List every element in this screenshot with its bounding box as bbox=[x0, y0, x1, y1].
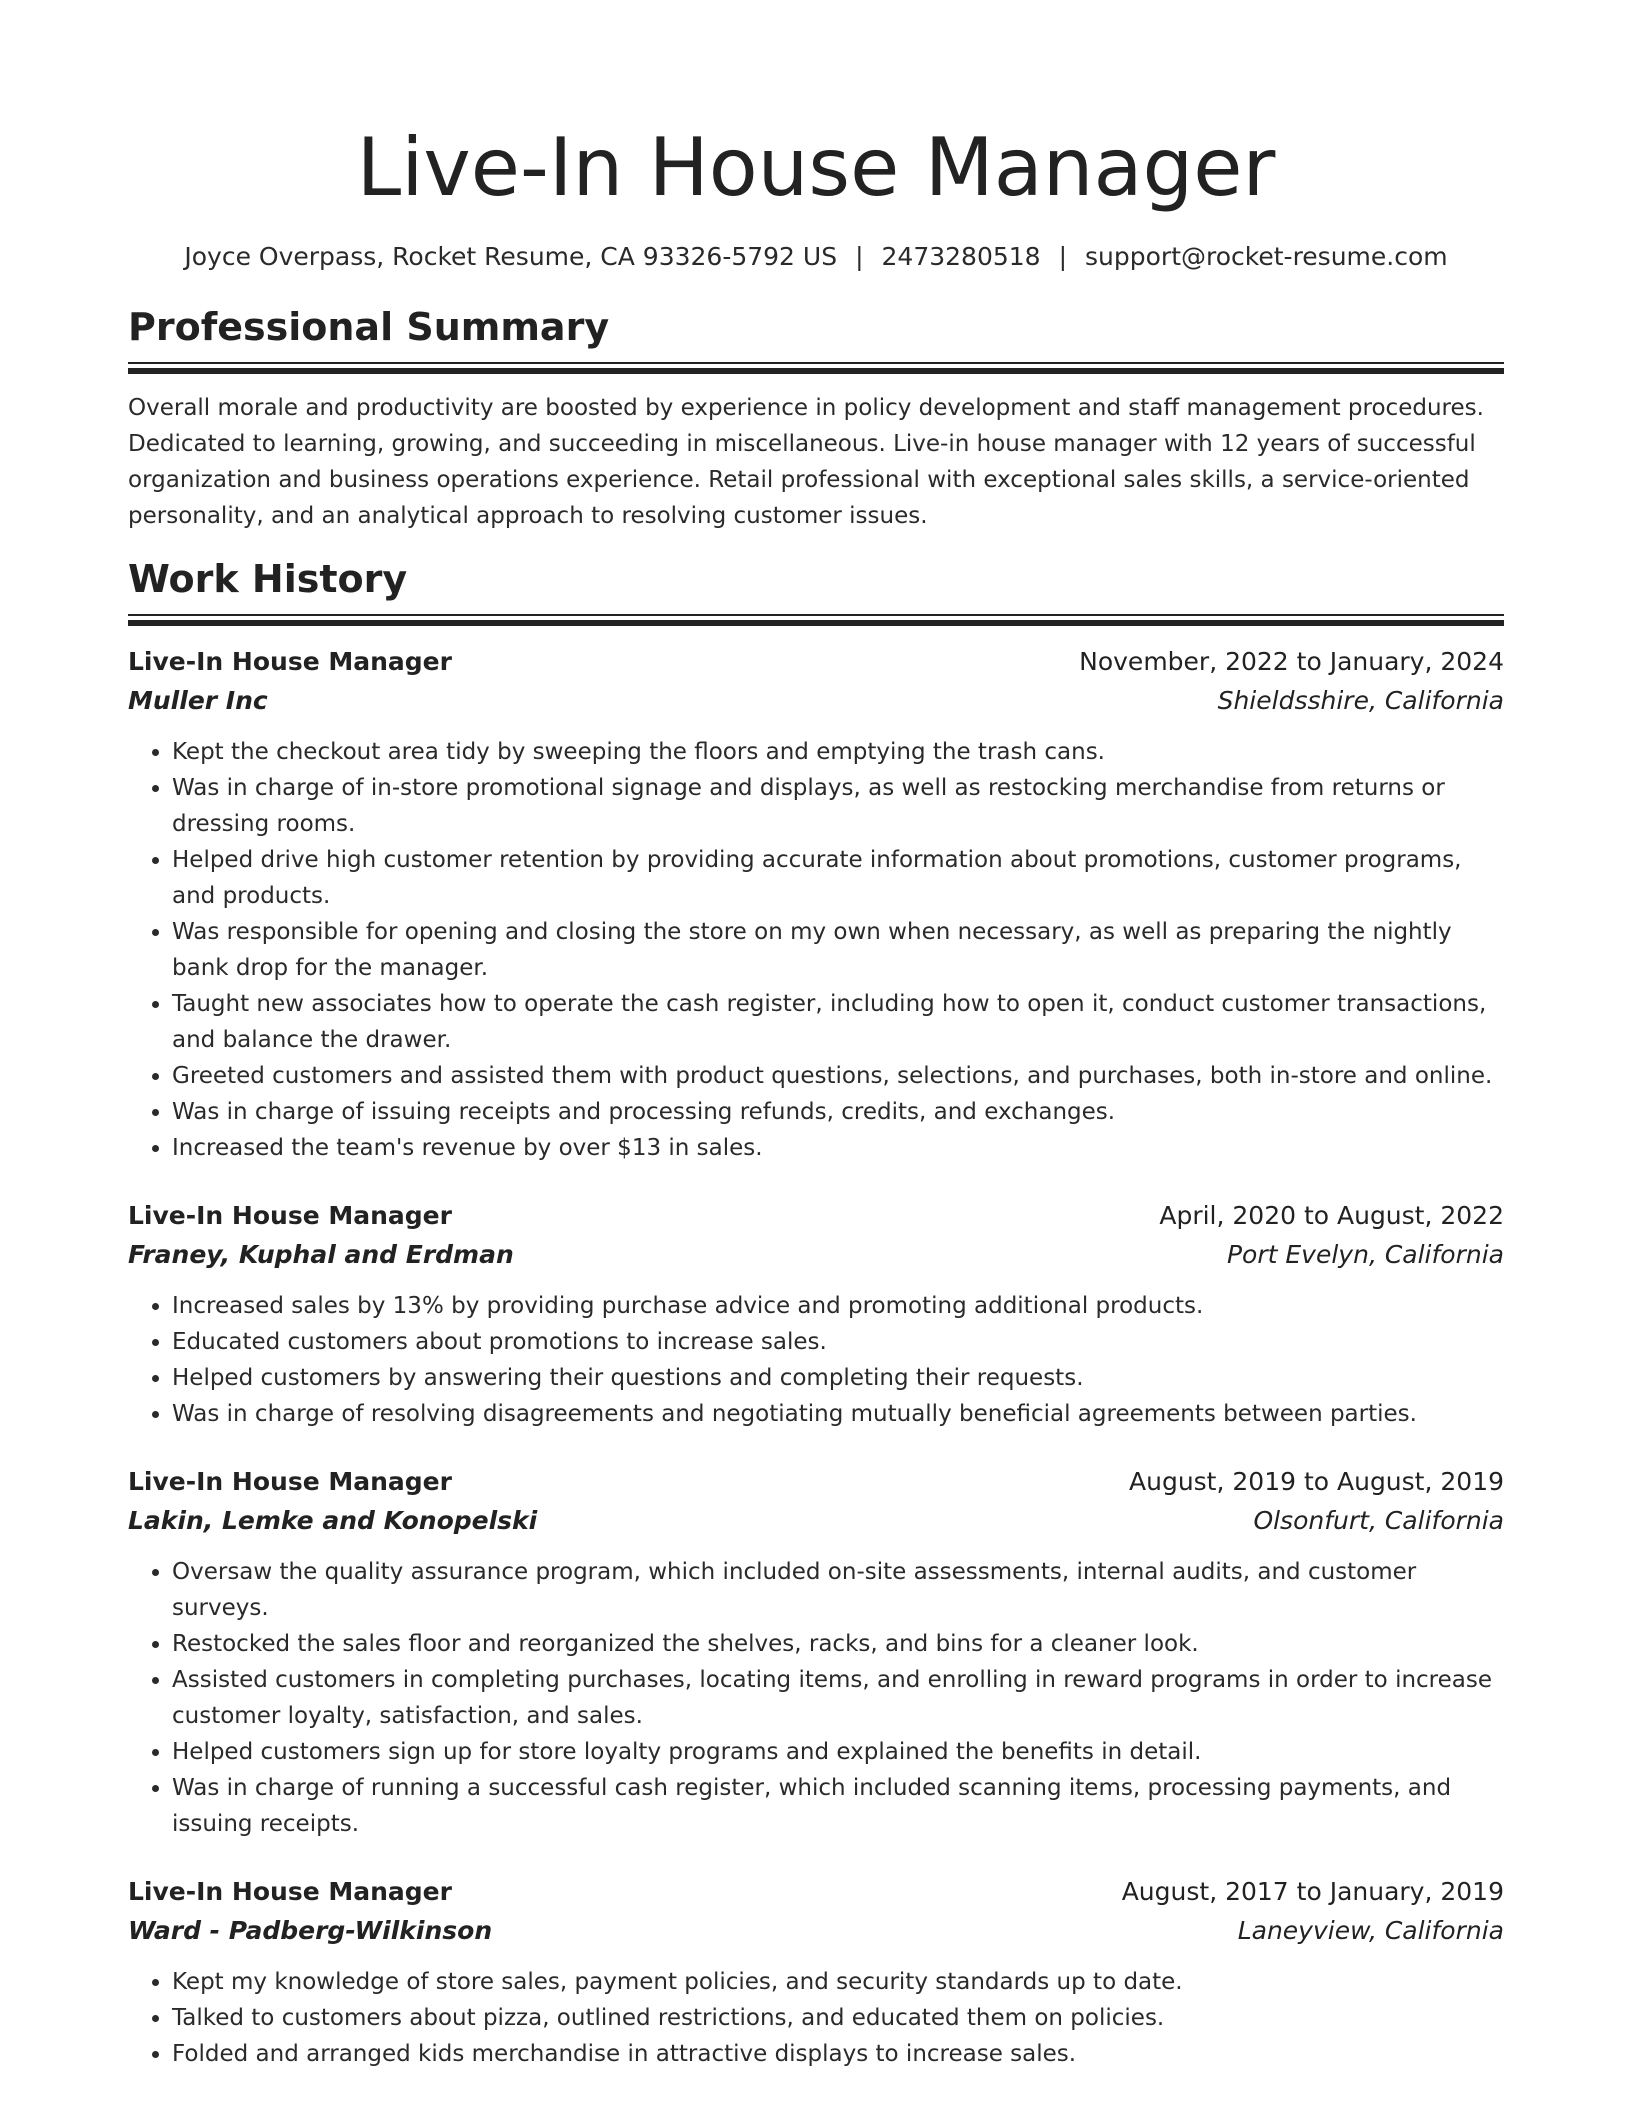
bullet-item: • Talked to customers about pizza, outlined restrictions, and educated them on policies. bbox=[172, 2000, 1504, 2036]
job-dates: August, 2019 to August, 2019 bbox=[1129, 1467, 1504, 1496]
summary-text: Overall morale and productivity are boosted by experience in policy development and staff management procedures. Dedicated to learning, growing, and succeeding in miscellaneous. Live-in house manager with 12 years of successful organization and business operations experience. Retail professional with exceptional sales skills, a service-oriented personality, and an analytical approach to resolving customer issues. bbox=[128, 395, 1484, 529]
job-header-row bbox=[128, 1196, 1504, 1235]
job-bullets bbox=[128, 1964, 1504, 2072]
section-rule-thin bbox=[128, 614, 1504, 616]
bullet-item: • Educated customers about promotions to increase sales. bbox=[172, 1324, 1504, 1360]
bullet-item: • Kept my knowledge of store sales, payment policies, and security standards up to date. bbox=[172, 1964, 1504, 2000]
job-title: Live-In House Manager bbox=[128, 1877, 452, 1906]
job-dates: November, 2022 to January, 2024 bbox=[1079, 647, 1504, 676]
job-company-row bbox=[128, 1911, 1504, 1950]
section-rule-thin bbox=[128, 362, 1504, 364]
job-entry bbox=[128, 642, 1504, 1166]
job-bullets bbox=[128, 1554, 1504, 1842]
job-location: Port Evelyn, California bbox=[1226, 1240, 1504, 1269]
job-header-row bbox=[128, 1462, 1504, 1501]
job-bullets bbox=[128, 734, 1504, 1166]
job-header-row bbox=[128, 1872, 1504, 1911]
job-entry bbox=[128, 1872, 1504, 2072]
summary-heading: Professional Summary bbox=[128, 305, 610, 349]
job-location: Olsonfurt, California bbox=[1253, 1506, 1504, 1535]
bullet-item: • Was responsible for opening and closing the store on my own when necessary, as well as preparing the nightly bank drop for the manager. bbox=[172, 914, 1504, 986]
bullet-item: • Kept the checkout area tidy by sweeping the floors and emptying the trash cans. bbox=[172, 734, 1504, 770]
job-company: Lakin, Lemke and Konopelski bbox=[128, 1506, 538, 1535]
bullet-item: • Greeted customers and assisted them with product questions, selections, and purchases, both in-store and online. bbox=[172, 1058, 1504, 1094]
bullet-item: • Taught new associates how to operate the cash register, including how to open it, conduct customer transactions, and balance the drawer. bbox=[172, 986, 1504, 1058]
section-rule-thick bbox=[128, 368, 1504, 374]
job-bullets bbox=[128, 1288, 1504, 1432]
job-company-row bbox=[128, 1235, 1504, 1274]
bullet-item: • Increased sales by 13% by providing purchase advice and promoting additional products. bbox=[172, 1288, 1504, 1324]
job-company: Muller Inc bbox=[128, 686, 268, 715]
job-company: Ward - Padberg-Wilkinson bbox=[128, 1916, 493, 1945]
bullet-item: • Was in charge of resolving disagreements and negotiating mutually beneficial agreements between parties. bbox=[172, 1396, 1504, 1432]
job-company-row bbox=[128, 1501, 1504, 1540]
bullet-item: • Was in charge of in-store promotional signage and displays, as well as restocking merchandise from returns or dressing rooms. bbox=[172, 770, 1504, 842]
job-header-row bbox=[128, 642, 1504, 681]
work-history-section bbox=[128, 554, 1504, 2072]
contact-separator: | bbox=[855, 242, 864, 271]
job-dates: April, 2020 to August, 2022 bbox=[1159, 1201, 1504, 1230]
contact-phone: 2473280518 bbox=[881, 242, 1041, 271]
job-company: Franey, Kuphal and Erdman bbox=[128, 1240, 514, 1269]
job-company-row bbox=[128, 681, 1504, 720]
bullet-item: • Helped customers sign up for store loyalty programs and explained the benefits in detail. bbox=[172, 1734, 1504, 1770]
job-dates: August, 2017 to January, 2019 bbox=[1121, 1877, 1504, 1906]
work-history-heading: Work History bbox=[128, 557, 408, 601]
resume-page bbox=[128, 0, 1504, 2072]
job-title: Live-In House Manager bbox=[128, 1201, 452, 1230]
job-entry bbox=[128, 1462, 1504, 1842]
bullet-item: • Folded and arranged kids merchandise in attractive displays to increase sales. bbox=[172, 2036, 1504, 2072]
bullet-item: • Was in charge of running a successful cash register, which included scanning items, processing payments, and issuing receipts. bbox=[172, 1770, 1504, 1842]
contact-separator: | bbox=[1058, 242, 1068, 271]
contact-address: Joyce Overpass, Rocket Resume, CA 93326-5792 US bbox=[184, 242, 838, 271]
contact-email: support@rocket-resume.com bbox=[1085, 242, 1448, 271]
section-rule-thick bbox=[128, 620, 1504, 626]
job-title: Live-In House Manager bbox=[128, 647, 452, 676]
bullet-item: • Oversaw the quality assurance program, which included on-site assessments, internal audits, and customer surveys. bbox=[172, 1554, 1504, 1626]
summary-section bbox=[128, 302, 1504, 534]
bullet-item: • Helped customers by answering their questions and completing their requests. bbox=[172, 1360, 1504, 1396]
job-location: Shieldsshire, California bbox=[1217, 686, 1504, 715]
bullet-item: • Restocked the sales floor and reorganized the shelves, racks, and bins for a cleaner look. bbox=[172, 1626, 1504, 1662]
job-title: Live-In House Manager bbox=[128, 1467, 452, 1496]
bullet-item: • Helped drive high customer retention by providing accurate information about promotions, customer programs, and products. bbox=[172, 842, 1504, 914]
job-entry bbox=[128, 1196, 1504, 1432]
contact-line bbox=[128, 240, 1504, 274]
resume-title: Live-In House Manager bbox=[356, 121, 1276, 214]
bullet-item: • Was in charge of issuing receipts and processing refunds, credits, and exchanges. bbox=[172, 1094, 1504, 1130]
bullet-item: • Assisted customers in completing purchases, locating items, and enrolling in reward programs in order to increase customer loyalty, satisfaction, and sales. bbox=[172, 1662, 1504, 1734]
job-location: Laneyview, California bbox=[1237, 1916, 1504, 1945]
bullet-item: • Increased the team's revenue by over $13 in sales. bbox=[172, 1130, 1504, 1166]
